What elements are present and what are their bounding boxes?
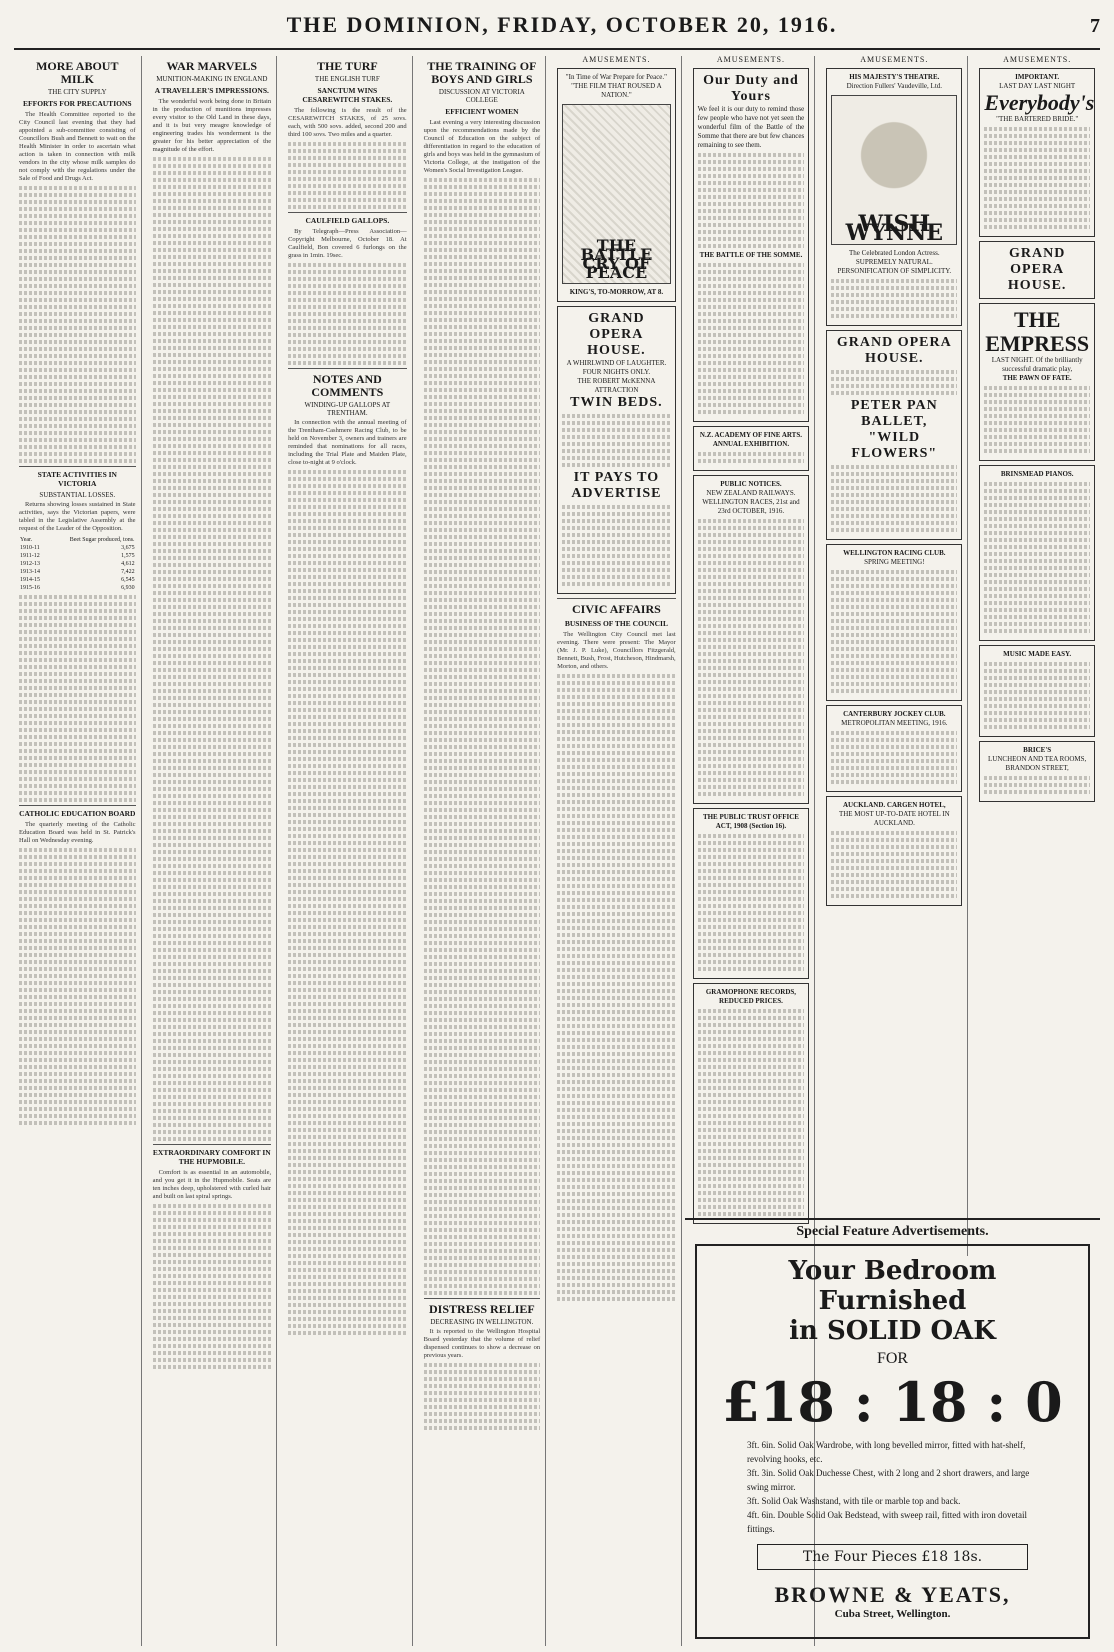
portrait-name: WISH WYNNE	[845, 211, 944, 246]
table-cell: 1913-14	[20, 569, 40, 575]
bedroom-ad-box	[695, 1244, 1090, 1639]
section-amusements: AMUSEMENTS.	[860, 56, 929, 64]
article-text: It is reported to the Wellington Hospital Board yesterday that the volume of relief dispensed continues to show a decrease on previous years.	[423, 1328, 541, 1359]
ad-title: AUCKLAND. CARGEN HOTEL,	[842, 801, 946, 809]
ad-text: Direction Fullers' Vaudeville, Ltd.	[846, 82, 943, 90]
ad-text: THE BATTLE OF THE SOMME.	[699, 251, 803, 259]
special-feature-ad	[685, 1218, 1100, 1638]
ad-his-majestys	[826, 68, 962, 326]
ad-brices	[979, 741, 1095, 802]
ad-title: TWIN BEDS.	[570, 395, 663, 410]
special-feature-heading: Special Feature Advertisements.	[796, 1224, 989, 1239]
column-3	[283, 56, 413, 1646]
ad-title: HIS MAJESTY'S THEATRE.	[849, 73, 940, 81]
furniture-list	[747, 1438, 1038, 1536]
ad-title: PETER PAN BALLET,	[850, 398, 938, 429]
ad-academy	[693, 426, 810, 471]
ad-title: GRAND OPERA HOUSE.	[1007, 246, 1067, 293]
ad-text: THE PAWN OF FATE.	[1002, 374, 1072, 382]
masthead	[14, 12, 1100, 50]
ad-text: THE MOST UP-TO-DATE HOTEL IN AUCKLAND.	[838, 810, 950, 827]
headline-hupmobile: EXTRAORDINARY COMFORT IN THE HUPMOBILE.	[152, 1148, 271, 1166]
subhead-city-supply: THE CITY SUPPLY	[48, 88, 107, 96]
headline-catholic-education: CATHOLIC EDUCATION BOARD	[19, 809, 136, 818]
list-item: 4ft. 6in. Double Solid Oak Bedstead, with sweep rail, fitted with iron dovetail fittings.	[747, 1510, 1027, 1534]
section-amusements: AMUSEMENTS.	[1003, 56, 1072, 64]
ad-everybodys	[979, 68, 1095, 237]
ad-text: LAST NIGHT. Of the brilliantly successful dramatic play,	[991, 356, 1083, 373]
ad-title: IT PAYS TO ADVERTISE	[571, 470, 662, 501]
shop-address: Cuba Street, Wellington.	[834, 1608, 951, 1620]
table-cell: 6,930	[121, 585, 135, 591]
ad-text: We feel it is our duty to remind those few people who have not yet seen the wonderful film of the Battle of the Somme that there are but few chances remaining to see them.	[697, 105, 805, 149]
headline-civic-affairs: CIVIC AFFAIRS	[572, 602, 661, 616]
table-row	[19, 544, 136, 552]
sugar-table	[19, 536, 136, 592]
subhead-english-turf: THE ENGLISH TURF	[314, 75, 380, 83]
ad-empress	[979, 303, 1095, 461]
ad-text: FOUR NIGHTS ONLY.	[582, 368, 651, 376]
article-text: The Wellington City Council met last evening. There were present: The Mayor (Mr. J. P. Luke), Councillors Fitzgerald, Bennett, Bush, Frost, Hutcheson, Hindmarsh, Morton, and others.	[557, 631, 676, 670]
ad-text: KING'S, TO-MORROW, AT 8.	[569, 288, 664, 296]
column-5	[552, 56, 682, 1646]
ad-title: GRAMOPHONE RECORDS, REDUCED PRICES.	[705, 988, 797, 1005]
table-cell: 6,545	[121, 577, 135, 583]
headline-victoria: STATE ACTIVITIES IN VICTORIA	[37, 470, 117, 488]
table-row	[19, 584, 136, 592]
section-amusements: AMUSEMENTS.	[582, 56, 651, 64]
ad-text: "In Time of War Prepare for Peace."	[565, 73, 668, 81]
ad-text: N.Z. ACADEMY OF FINE ARTS. ANNUAL EXHIBITION.	[699, 431, 802, 448]
four-pieces-price: The Four Pieces £18 18s.	[757, 1544, 1028, 1570]
ad-text: METROPOLITAN MEETING, 1916.	[841, 719, 948, 727]
table-cell: 1911-12	[20, 553, 40, 559]
table-cell: 1915-16	[20, 585, 40, 591]
headline-caulfield: CAULFIELD GALLOPS.	[305, 216, 390, 225]
ad-grand-opera	[979, 241, 1095, 299]
ad-title: CANTERBURY JOCKEY CLUB.	[843, 710, 946, 718]
ad-canterbury	[826, 705, 962, 792]
ad-public-notices	[693, 475, 810, 804]
ad-battle-cry	[557, 68, 676, 302]
subhead-cesarewitch: SANCTUM WINS CESAREWITCH STAKES.	[302, 86, 393, 104]
ad-text: WELLINGTON RACES, 21st and 23rd OCTOBER, 1916.	[702, 498, 800, 515]
subhead-decreasing: DECREASING IN WELLINGTON.	[430, 1318, 534, 1326]
ad-title: GRAND OPERA HOUSE.	[836, 335, 952, 366]
list-item: 3ft. 6in. Solid Oak Wardrobe, with long bevelled mirror, fitted with hat-shelf, revolving hooks, etc.	[747, 1440, 1026, 1464]
ad-gramophone	[693, 983, 810, 1224]
ad-text: SPRING MEETING!	[864, 558, 925, 566]
ad-text: "THE BARTERED BRIDE."	[996, 115, 1079, 123]
subhead-traveller: A TRAVELLER'S IMPRESSIONS.	[154, 86, 269, 95]
headline-training: THE TRAINING OF BOYS AND GIRLS	[427, 59, 537, 86]
article-text: Comfort is as essential in an automobile, and you get it in the Hupmobile. Seats are ten inches deep, upholstered with curled hair and built on last spiral springs.	[152, 1169, 272, 1200]
table-cell: 3,675	[121, 545, 135, 551]
headline-milk: MORE ABOUT MILK	[36, 59, 119, 86]
subhead-precautions: EFFORTS FOR PRECAUTIONS	[23, 99, 132, 108]
subhead-council: BUSINESS OF THE COUNCIL	[564, 619, 668, 628]
column-2	[148, 56, 278, 1646]
ad-title: MUSIC MADE EASY.	[1003, 650, 1072, 658]
empress-logo: THE EMPRESS	[985, 307, 1090, 356]
ad-title: PUBLIC NOTICES.	[720, 480, 782, 488]
headline-turf: THE TURF	[316, 59, 378, 73]
article-text: The following is the result of the CESAREWITCH STAKES, of 25 sovs. each, with 500 sovs. added, second 200 and third 100 sovs. Two miles and a quarter.	[288, 107, 407, 138]
ad-title: THE PUBLIC TRUST OFFICE ACT, 1908 (Section 16).	[702, 813, 799, 830]
battle-cry-title: THE BATTLE CRY OF PEACE	[580, 236, 653, 282]
table-row	[19, 576, 136, 584]
ad-text: LUNCHEON AND TEA ROOMS, BRANDON STREET,	[988, 755, 1087, 772]
masthead-title: THE DOMINION, FRIDAY, OCTOBER 20, 1916.	[286, 12, 838, 37]
subhead-munitions: MUNITION-MAKING IN ENGLAND	[156, 75, 268, 83]
table-cell: 1,575	[121, 553, 135, 559]
table-row	[19, 568, 136, 576]
article-text: By Telegraph—Press Association—Copyright Melbourne, October 18. At Caulfield, Bon covered 6 furlongs on the grass in 1min. 19sec.	[288, 228, 407, 259]
ad-racing-club	[826, 544, 962, 701]
ad-music-made-easy	[979, 645, 1095, 737]
battle-cry-illustration	[562, 104, 671, 284]
ad-subheadline: in SOLID OAK	[789, 1316, 996, 1346]
ad-text: The Celebrated London Actress. SUPREMELY NATURAL. PERSONIFICATION OF SIMPLICITY.	[837, 249, 952, 275]
ad-text: "THE FILM THAT ROUSED A NATION."	[571, 82, 662, 99]
ad-public-trust	[693, 808, 810, 979]
ad-title: Our Duty and Yours	[703, 73, 799, 104]
ad-title: IMPORTANT.	[1015, 73, 1060, 81]
ad-text: LAST DAY LAST NIGHT	[999, 82, 1076, 90]
table-cell: 1912-13	[20, 561, 40, 567]
ad-headline: Your Bedroom Furnished	[788, 1256, 997, 1316]
subhead-discussion: DISCUSSION AT VICTORIA COLLEGE	[438, 88, 525, 104]
column-7	[821, 56, 968, 1256]
page-number: 7	[1090, 15, 1100, 37]
subhead-efficient-women: EFFICIENT WOMEN	[445, 107, 519, 116]
headline-distress-relief: DISTRESS RELIEF	[429, 1302, 535, 1316]
ad-peter-pan	[826, 330, 962, 540]
table-cell: 1914-15	[20, 577, 40, 583]
wish-wynne-portrait	[831, 95, 957, 245]
list-item: 3ft. 3in. Solid Oak Duchesse Chest, with 2 long and 2 short drawers, and large swing mirror.	[747, 1468, 1030, 1492]
article-text: The wonderful work being done in Britain in the production of munitions impresses every visitor to the Old Land in these days, and it is but very meagre knowledge of engineering trades his wonderment is the greater for his better appreciation of the magnitude of the effort.	[152, 98, 272, 153]
ad-our-duty	[693, 68, 810, 422]
article-text: Returns showing losses sustained in State activities, says the Victorian papers, were tabled in the Legislative Assembly at the request of the Leader of the Opposition.	[19, 501, 136, 532]
ad-title: BRINSMEAD PIANOS.	[1000, 470, 1074, 478]
article-text: In connection with the annual meeting of the Trentham-Cashmere Racing Club, to be held on November 3, owners and trainers are reminded that nominations for all races, including the Trial Plate and Maiden Plate, close to-night at 9 o'clock.	[288, 419, 407, 466]
table-header: Beet Sugar produced, tons.	[69, 537, 135, 543]
article-text: Last evening a very interesting discussion upon the recommendations made by the Council of Education on the subject of differentiation in regard to the education of girls and boys was held in the gymnasium of Victoria College, at the instigation of the Women's Social Investigation League.	[423, 119, 541, 174]
table-cell: 4,612	[121, 561, 135, 567]
ad-brinsmead	[979, 465, 1095, 641]
ad-twin-beds	[557, 306, 676, 594]
ad-price: £18 : 18 : 0	[722, 1370, 1063, 1434]
subhead-trentham: WINDING-UP GALLOPS AT TRENTHAM.	[304, 401, 391, 417]
shop-name: BROWNE & YEATS,	[774, 1582, 1011, 1607]
section-amusements: AMUSEMENTS.	[716, 56, 786, 64]
ad-title: BRICE'S	[1023, 746, 1052, 754]
headline-notes: NOTES AND COMMENTS	[311, 372, 384, 399]
ad-title: GRAND OPERA HOUSE.	[587, 311, 646, 358]
column-8	[974, 56, 1100, 1256]
table-row	[19, 552, 136, 560]
ad-for: FOR	[876, 1350, 909, 1367]
table-cell: 7,422	[121, 569, 135, 575]
ad-title: WELLINGTON RACING CLUB.	[843, 549, 946, 557]
table-row	[19, 560, 136, 568]
column-1	[14, 56, 142, 1646]
article-text: The Health Committee reported to the City Council last evening that they had appointed a sub-committee consisting of Councillors Bush and Bennett to wait on the Health Minister in order to ascertain what action is taken in connection with milk vendors in the city whose milk samples do not comply with the regulations under the Sale of Food and Drugs Act.	[19, 111, 136, 182]
ad-title: "WILD FLOWERS"	[851, 430, 938, 461]
subhead-losses: SUBSTANTIAL LOSSES.	[39, 491, 116, 499]
ad-text: A WHIRLWIND OF LAUGHTER.	[566, 359, 667, 367]
table-cell: 1910-11	[20, 545, 40, 551]
ad-text: NEW ZEALAND RAILWAYS.	[706, 489, 796, 497]
article-text: The quarterly meeting of the Catholic Education Board was held in St. Patrick's Hall on Wednesday evening.	[19, 821, 136, 844]
headline-war-marvels: WAR MARVELS	[166, 59, 258, 73]
ad-cargen-hotel	[826, 796, 962, 906]
column-4	[419, 56, 547, 1646]
list-item: 3ft. Solid Oak Washstand, with tile or marble top and back.	[747, 1496, 961, 1506]
table-header: Year.	[20, 537, 33, 543]
everybodys-logo: Everybody's	[984, 90, 1095, 115]
ad-text: THE ROBERT McKENNA ATTRACTION	[577, 377, 656, 394]
